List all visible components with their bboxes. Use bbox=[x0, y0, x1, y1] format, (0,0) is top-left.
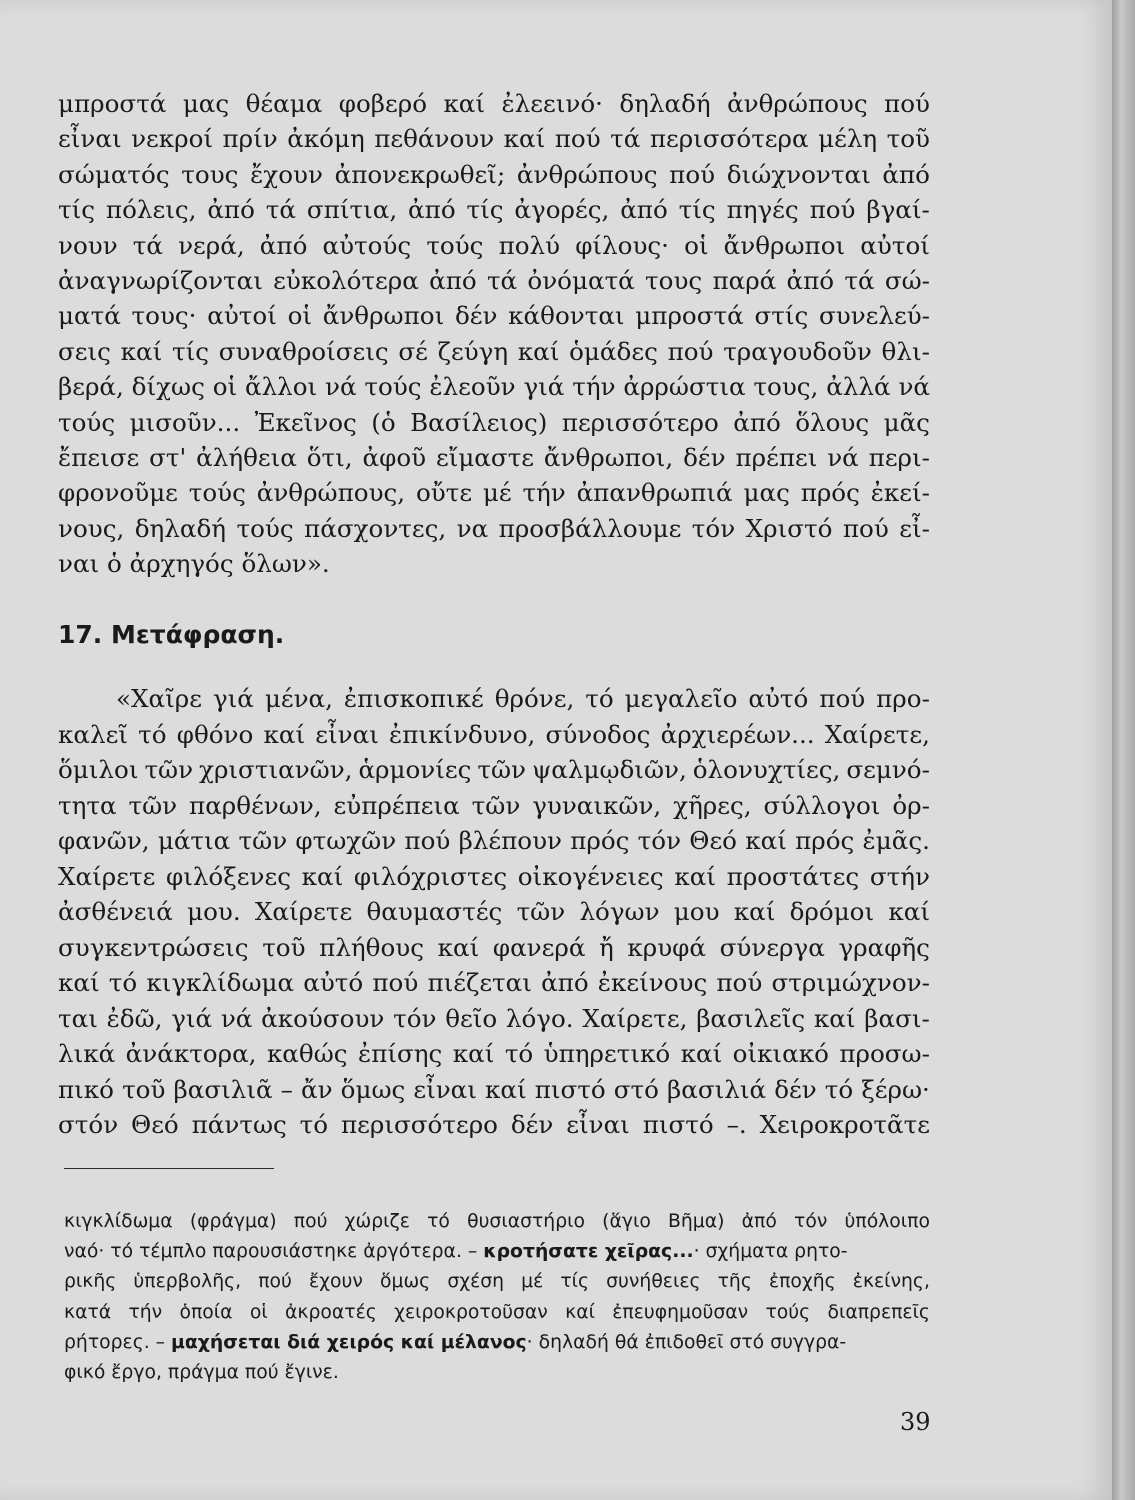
text-line: στόν Θεό πάντως τό περισσότερο δέν εἶναι πιστό –. Χειροκροτᾶτε bbox=[58, 1110, 930, 1139]
footnote-text bbox=[64, 1328, 846, 1358]
text-line: σώματός τους ἔχουν ἀπονεκρωθεῖ; ἀνθρώπους πού διώχνονται ἀπό bbox=[58, 159, 930, 189]
text-line: ὅμιλοι τῶν χριστιανῶν, ἁρμονίες τῶν ψαλμῳδιῶν, ὁλονυχτίες, σεμνό- bbox=[58, 755, 930, 784]
text-line: συγκεντρώσεις τοῦ πλήθους καί φανερά ἤ κρυφά σύνεργα γραφῆς bbox=[58, 932, 930, 962]
text-line: τούς μισοῦν... Ἐκεῖνος (ὁ Βασίλειος) περισσότερο ἀπό ὅλους μᾶς bbox=[58, 407, 930, 437]
section-heading: 17. Μετάφραση. bbox=[58, 620, 285, 649]
text-line: πικό τοῦ βασιλιᾶ – ἄν ὅμως εἶναι καί πιστό στό βασιλιά δέν τό ξέρω· bbox=[58, 1074, 930, 1104]
footnote-text-run: · δηλαδή θά ἐπιδοθεῖ στό συγγρα- bbox=[526, 1331, 847, 1353]
quote-paragraph bbox=[58, 86, 930, 581]
text-line: σεις καί τίς συναθροίσεις σέ ζεύγη καί ὁμάδες πού τραγουδοῦν θλι- bbox=[58, 336, 930, 366]
text-line: τητα τῶν παρθένων, εὐπρέπεια τῶν γυναικῶν, χῆρες, σύλλογοι ὀρ- bbox=[58, 790, 930, 820]
text-line: λικά ἀνάκτορα, καθώς ἐπίσης καί τό ὑπηρετικό καί οἰκιακό προσω- bbox=[58, 1039, 930, 1068]
text-line: βερά, δίχως οἱ ἄλλοι νά τούς ἐλεοῦν γιά τήν ἀρρώστια τους, ἀλλά νά bbox=[58, 372, 930, 402]
text-line: εἶναι νεκροί πρίν ἀκόμη πεθάνουν καί πού τά περισσότερα μέλη τοῦ bbox=[58, 124, 930, 154]
translation-paragraph bbox=[58, 681, 930, 1143]
footnote-text bbox=[64, 1237, 848, 1267]
footnote-term: κροτήσατε χεῖρας... bbox=[483, 1241, 694, 1263]
footnote-line bbox=[64, 1328, 930, 1358]
text-line: Χαίρετε φιλόξενες καί φιλόχριστες οἰκογένειες καί προστάτες στήν bbox=[58, 861, 930, 891]
footnote-term: μαχήσεται διά χειρός καί μέλανος bbox=[171, 1331, 527, 1353]
footnote-line: ρικῆς ὑπερβολῆς, πού ἔχουν ὅμως σχέση μέ τίς συνήθειες τῆς ἐποχῆς ἐκείνης, bbox=[64, 1271, 930, 1293]
book-gutter bbox=[1112, 0, 1135, 1500]
text-line: ἀσθένειά μου. Χαίρετε θαυμαστές τῶν λόγων μου καί δρόμοι καί bbox=[58, 897, 930, 926]
text-line: φανῶν, μάτια τῶν φτωχῶν πού βλέπουν πρός τόν Θεό καί πρός ἐμᾶς. bbox=[58, 826, 930, 855]
text-line: καλεῖ τό φθόνο καί εἶναι ἐπικίνδυνο, σύνοδος ἀρχιερέων... Χαίρετε, bbox=[58, 719, 930, 749]
text-line: νουν τά νερά, ἀπό αὐτούς τούς πολύ φίλους· οἱ ἄνθρωποι αὐτοί bbox=[58, 230, 930, 260]
text-line: ἔπεισε στ' ἀλήθεια ὅτι, ἀφοῦ εἴμαστε ἄνθρωποι, δέν πρέπει νά περι- bbox=[58, 442, 930, 472]
footnote-text-run: ρήτορες. – bbox=[64, 1331, 166, 1353]
text-line: μπροστά μας θέαμα φοβερό καί ἐλεεινό· δηλαδή ἀνθρώπους πού bbox=[58, 89, 930, 118]
footnote-text-run: · σχήματα ρητο- bbox=[693, 1241, 848, 1263]
text-line: καί τό κιγκλίδωμα αὐτό πού πιέζεται ἀπό ἐκείνους πού στριμώχνον- bbox=[58, 968, 930, 997]
footnote-line: φικό ἔργο, πράγμα πού ἔγινε. bbox=[64, 1361, 339, 1383]
text-line: νους, δηλαδή τούς πάσχοντες, να προσβάλλουμε τόν Χριστό πού εἶ- bbox=[58, 513, 930, 543]
footnote-line: κιγκλίδωμα (φράγμα) πού χώριζε τό θυσιαστήριο (ἅγιο Βῆμα) ἀπό τόν ὑπόλοιπο bbox=[64, 1211, 930, 1232]
text-line: φρονοῦμε τούς ἀνθρώπους, οὔτε μέ τήν ἀπανθρωπιά μας πρός ἐκεί- bbox=[58, 478, 930, 508]
text-line: ἀναγνωρίζονται εὐκολότερα ἀπό τά ὀνόματά τους παρά ἀπό τά σώ- bbox=[58, 265, 930, 295]
text-line: ματά τους· αὐτοί οἱ ἄνθρωποι δέν κάθονται μπροστά στίς συνελεύ- bbox=[58, 301, 930, 331]
footnote-line bbox=[64, 1237, 930, 1267]
page-number: 39 bbox=[900, 1408, 931, 1436]
footnote-separator bbox=[64, 1168, 274, 1169]
footnote bbox=[64, 1207, 930, 1388]
text-line: «Χαῖρε γιά μένα, ἐπισκοπικέ θρόνε, τό μεγαλεῖο αὐτό πού προ- bbox=[116, 684, 930, 713]
text-line: τίς πόλεις, ἀπό τά σπίτια, ἀπό τίς ἀγορές, ἀπό τίς πηγές πού βγαί- bbox=[58, 195, 930, 225]
footnote-text-run: ναό· τό τέμπλο παρουσιάστηκε ἀργότερα. – bbox=[64, 1241, 478, 1263]
text-line: ναι ὁ ἀρχηγός ὅλων». bbox=[58, 549, 330, 579]
text-line: ται ἐδῶ, γιά νά ἀκούσουν τόν θεῖο λόγο. Χαίρετε, βασιλεῖς καί βασι- bbox=[58, 1003, 930, 1033]
footnote-line: κατά τήν ὁποία οἱ ἀκροατές χειροκροτοῦσαν καί ἐπευφημοῦσαν τούς διαπρεπεῖς bbox=[64, 1301, 930, 1323]
